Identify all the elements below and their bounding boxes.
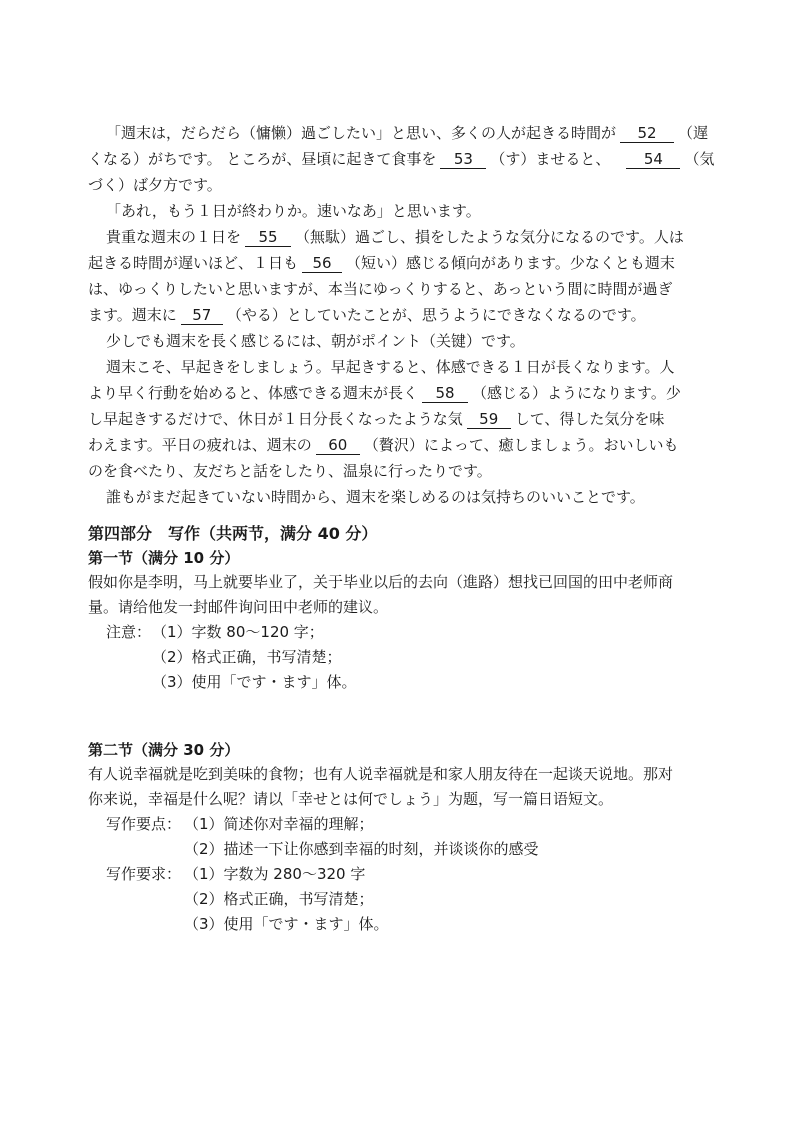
passage-text: （やる）としていたことが、思うようにできなくなるのです。 [226,306,646,324]
passage-text: （気 [684,150,715,168]
blank-53: 53 [440,150,486,169]
passage-line [88,198,728,224]
passage-text: し早起きするだけで、休日が１日分長くなったような気 [88,410,463,428]
section-2-title: 第二节（满分 30 分） [88,741,240,759]
section-1-prompt: 量。请给他发一封邮件询问田中老师的建议。 [88,598,389,616]
passage-line [88,224,728,250]
blank-57: 57 [181,306,223,325]
blank-60: 60 [316,436,360,455]
passage-text: （無駄）過ごし、損をしたような気分になるのです。人は [295,228,684,246]
note-text: （1）字数 80～120 字； [152,623,324,641]
section-1-title: 第一节（满分 10 分） [88,549,240,567]
passage-line [88,380,728,406]
note-item: （3）使用「です・ます」体。 [152,673,357,691]
passage-line [88,406,728,432]
blank-52: 52 [620,124,674,143]
reading-passage [88,120,728,510]
requirement-item [88,862,728,887]
note-item: （2）格式正确，书写清楚； [152,648,342,666]
blank-55: 55 [245,228,291,247]
section-2-prompt: 你来说，幸福是什么呢？请以「幸せとは何でしょう」为题，写一篇日语短文。 [88,790,614,808]
passage-text: 起きる時間が遅いほど、１日も [88,254,299,272]
passage-line [88,328,728,354]
passage-text: は、ゆっくりしたいと思いますが、本当にゆっくりすると、あっという間に時間が過ぎ [88,280,673,298]
points-label: 写作要点： [106,815,182,833]
part-title: 第四部分 写作（共两节，满分 40 分） [88,524,378,543]
point-text: （1）简述你对幸福的理解； [184,815,374,833]
passage-line [88,354,728,380]
requirements-label: 写作要求： [106,865,182,883]
passage-text: 「あれ，もう１日が終わりか。速いなあ」と思います。 [106,202,481,220]
passage-line [88,120,728,146]
writing-section-2 [88,738,728,937]
requirement-text: （1）字数为 280～320 字 [184,865,366,883]
passage-text: わえます。平日の疲れは、週末の [88,436,312,454]
passage-line [88,432,728,458]
passage-line [88,276,728,302]
passage-text: 少しでも週末を長く感じるには、朝がポイント（关键）です。 [106,332,525,350]
passage-text: （感じる）ようになります。少 [472,384,681,402]
passage-text: より早く行動を始めると、体感できる週末が長く [88,384,419,402]
passage-text: 貴重な週末の１日を [106,228,242,246]
passage-line [88,250,728,276]
passage-line [88,458,728,484]
passage-line [88,484,728,510]
passage-text: （贅沢）によって、癒しましょう。おいしいも [363,436,679,454]
passage-text: （短い）感じる傾向があります。少なくとも週末 [346,254,675,272]
blank-56: 56 [302,254,342,273]
writing-section [88,522,728,695]
note-label: 注意： [106,623,152,641]
passage-text: 「週末は，だらだら（慵懒）過ごしたい」と思い、多くの人が起きる時間が [106,124,617,142]
passage-line [88,146,728,172]
section-1-prompt: 假如你是李明，马上就要毕业了，关于毕业以后的去向（進路）想找已回国的田中老师商 [88,573,674,591]
blank-54: 54 [626,150,680,169]
requirement-item: （2）格式正确，书写清楚； [184,890,374,908]
passage-text: 誰もがまだ起きていない時間から、週末を楽しめるのは気持ちのいいことです。 [106,488,645,506]
passage-text: （す）ませると、 [490,150,611,168]
passage-line [88,172,728,198]
requirement-item: （3）使用「です・ます」体。 [184,915,389,933]
section-2-prompt: 有人说幸福就是吃到美味的食物；也有人说幸福就是和家人朋友待在一起谈天说地。那对 [88,765,674,783]
blank-58: 58 [422,384,468,403]
passage-text: 週末こそ、早起きをしましょう。早起きすると、体感できる１日が長くなります。人 [106,358,675,376]
passage-text: づく）ば夕方です。 [88,176,222,194]
point-item [88,812,728,837]
passage-text: ます。週末に [88,306,177,324]
point-item: （2）描述一下让你感到幸福的时刻，并谈谈你的感受 [184,840,539,858]
passage-text: くなる）がちです。 ところが、昼頃に起きて食事を [88,150,437,168]
passage-text: して、得した気分を味 [514,410,665,428]
passage-line [88,302,728,328]
passage-text: のを食べたり、友だちと話をしたり、温泉に行ったりです。 [88,462,492,480]
note-item [88,620,728,645]
blank-59: 59 [467,410,511,429]
passage-text: （遅 [678,124,709,142]
